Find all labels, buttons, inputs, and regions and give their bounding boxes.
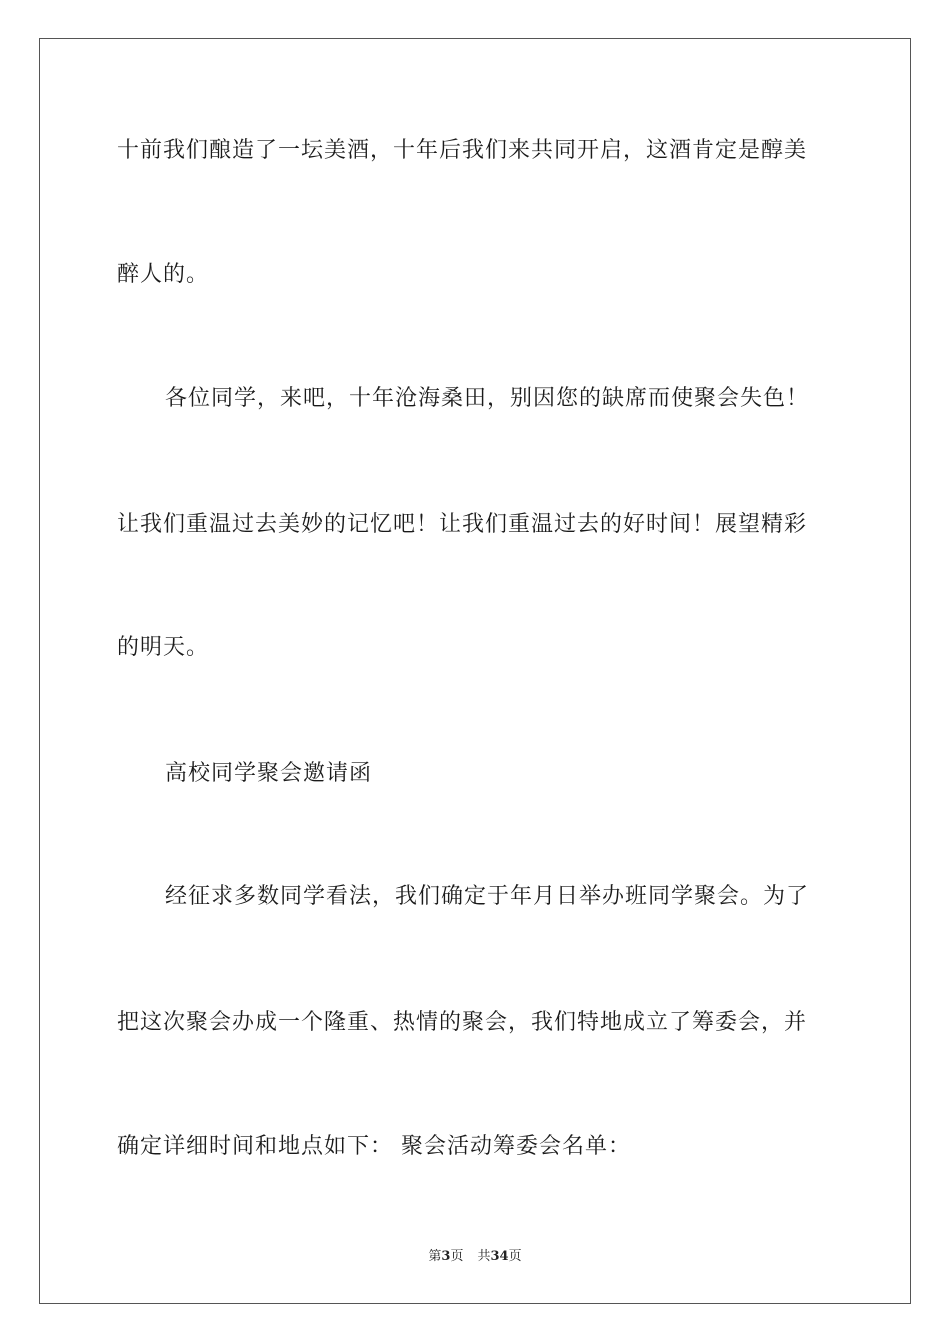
body-text-line: 把这次聚会办成一个隆重、热情的聚会，我们特地成立了筹委会，并 <box>117 1010 808 1035</box>
body-text-line: 各位同学，来吧，十年沧海桑田，别因您的缺席而使聚会失色！ <box>165 386 810 411</box>
page-suffix: 页 <box>450 1249 464 1264</box>
page-border <box>39 38 911 1304</box>
body-text-line: 确定详细时间和地点如下： 聚会活动筹委会名单： <box>117 1134 631 1159</box>
page-number: 3 <box>441 1249 451 1264</box>
section-heading: 高校同学聚会邀请函 <box>165 761 373 786</box>
page-footer <box>0 1248 950 1266</box>
body-text-line: 的明天。 <box>117 635 210 660</box>
page-prefix: 第 <box>428 1249 442 1264</box>
body-text-line: 让我们重温过去美妙的记忆吧！让我们重温过去的好时间！展望精彩 <box>117 512 808 537</box>
body-text-line: 醉人的。 <box>117 262 210 287</box>
total-pages: 34 <box>490 1249 509 1264</box>
total-prefix: 共 <box>477 1249 491 1264</box>
body-text-line: 经征求多数同学看法，我们确定于年月日举办班同学聚会。为了 <box>165 884 810 909</box>
total-suffix: 页 <box>508 1249 522 1264</box>
body-text-line: 十前我们酿造了一坛美酒，十年后我们来共同开启，这酒肯定是醇美 <box>117 138 808 163</box>
